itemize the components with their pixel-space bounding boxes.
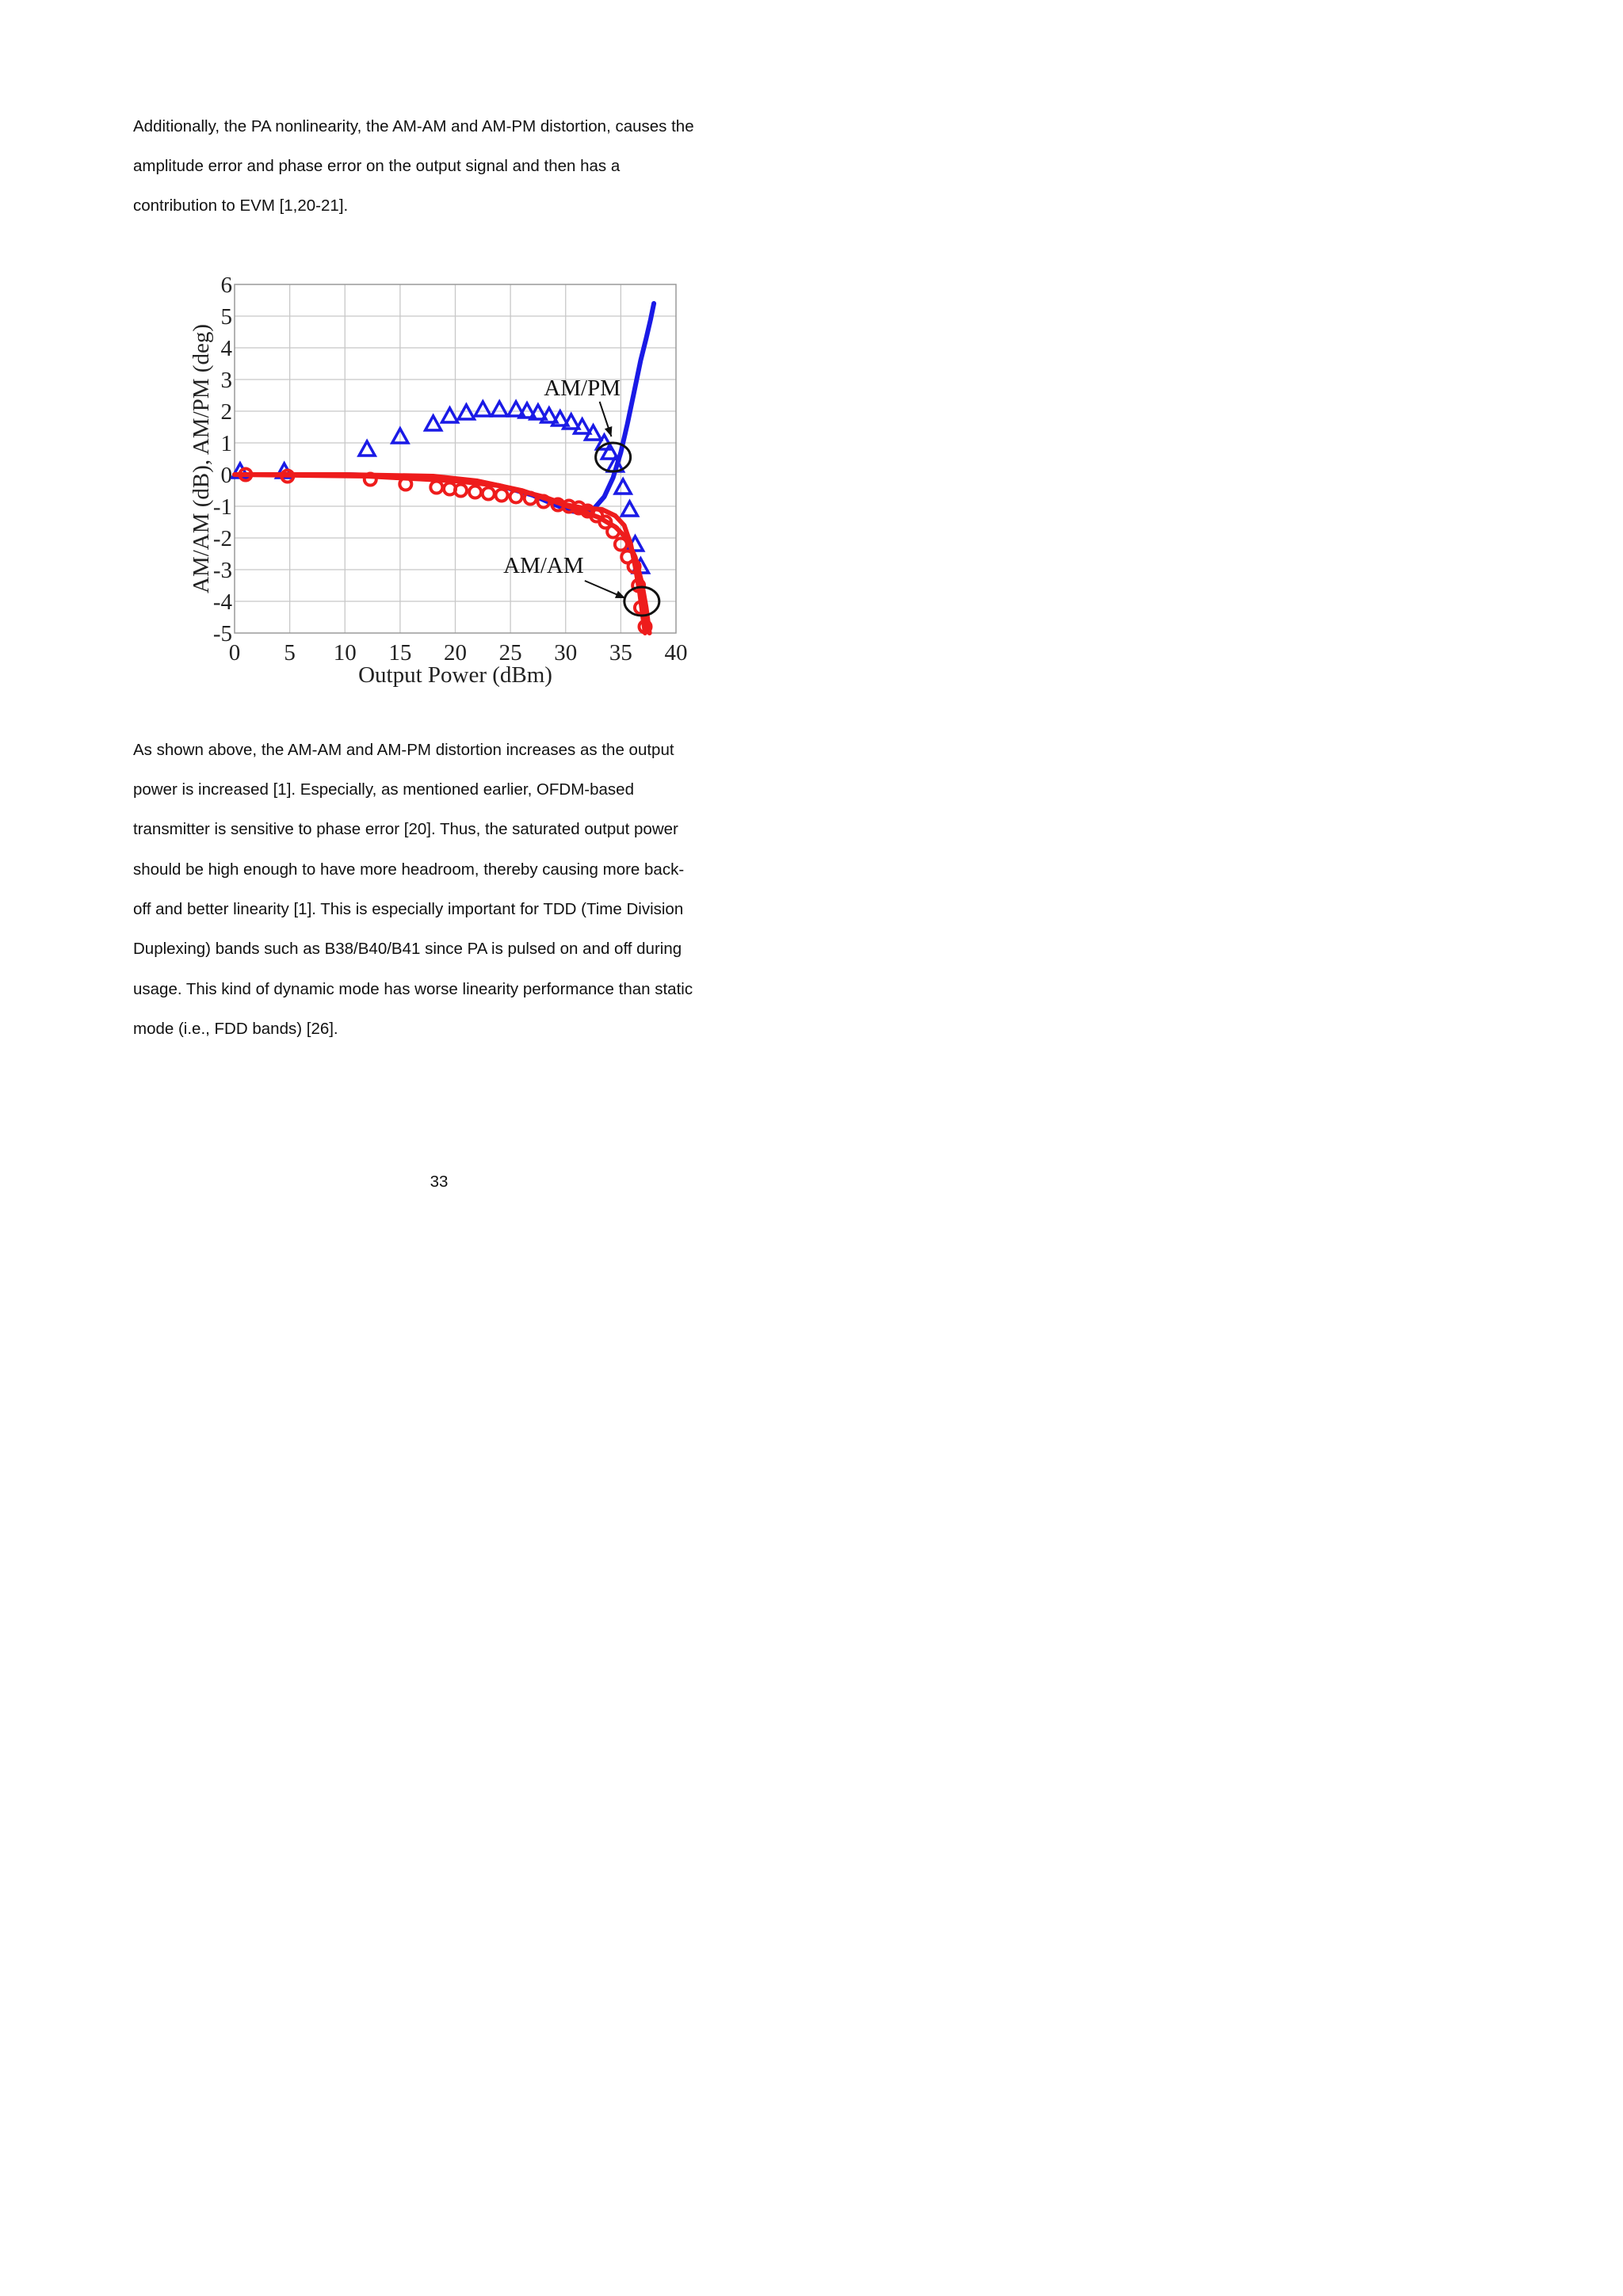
x-tick-label: 30	[554, 640, 578, 666]
page-number: 33	[430, 1173, 449, 1191]
y-tick-label: 5	[220, 304, 232, 330]
y-tick-label: 0	[220, 463, 232, 488]
am-pm-point	[458, 405, 474, 419]
y-tick-label: -1	[212, 494, 232, 520]
am-pm-point	[426, 416, 441, 430]
y-tick-label: 3	[220, 368, 232, 393]
am-am-model-line	[235, 475, 650, 633]
am-am-point	[430, 482, 442, 494]
paragraph-line: Duplexing) bands such as B38/B40/B41 since PA is pulsed on and off during	[133, 940, 682, 958]
am-pm-point	[491, 402, 507, 416]
paragraph-line: transmitter is sensitive to phase error [20]. Thus, the saturated output power	[133, 820, 678, 838]
am-am-point	[483, 488, 495, 500]
am-am-point	[495, 490, 507, 502]
x-tick-label: 10	[333, 640, 357, 666]
am-pm-point	[615, 479, 631, 494]
y-tick-label: 1	[220, 431, 232, 456]
am-pm-point	[575, 419, 590, 433]
y-tick-label: 2	[220, 399, 232, 425]
y-tick-label: -2	[212, 526, 232, 551]
paragraph-line: usage. This kind of dynamic mode has worse linearity performance than static	[133, 980, 693, 998]
y-tick-label: -3	[212, 558, 232, 583]
paragraph-line: mode (i.e., FDD bands) [26].	[133, 1020, 338, 1038]
paragraph-line: As shown above, the AM-AM and AM-PM distortion increases as the output	[133, 741, 674, 759]
y-tick-label: 6	[220, 273, 232, 298]
y-axis-title: AM/AM (dB), AM/PM (deg)	[189, 324, 214, 593]
paragraph-line: contribution to EVM [1,20-21].	[133, 196, 349, 215]
x-tick-label: 5	[284, 640, 296, 666]
am-pm-annotation-ellipse	[596, 443, 631, 471]
am-pm-point	[475, 402, 491, 416]
x-tick-label: 15	[388, 640, 412, 666]
y-tick-label: 4	[220, 336, 232, 361]
am-am-point	[469, 486, 481, 498]
am-pm-annotation-label: AM/PM	[544, 376, 621, 401]
y-tick-label: -5	[212, 621, 232, 646]
am-pm-point	[622, 502, 638, 516]
paragraph-line: power is increased [1]. Especially, as mentioned earlier, OFDM-based	[133, 780, 634, 799]
x-tick-label: 35	[609, 640, 632, 666]
x-tick-label: 0	[228, 640, 241, 666]
paragraph-line: should be high enough to have more headroom, thereby causing more back-	[133, 860, 685, 879]
paragraph-line: off and better linearity [1]. This is especially important for TDD (Time Division	[133, 900, 684, 918]
x-tick-label: 40	[664, 640, 688, 666]
am-am-annotation-label: AM/AM	[503, 553, 584, 578]
distortion-chart	[178, 261, 701, 693]
x-tick-label: 20	[444, 640, 467, 666]
am-pm-point	[359, 441, 375, 456]
x-axis-title: Output Power (dBm)	[358, 662, 552, 688]
x-tick-label: 25	[498, 640, 522, 666]
y-tick-label: -4	[212, 589, 232, 615]
paragraph-line: Additionally, the PA nonlinearity, the AM-AM and AM-PM distortion, causes the	[133, 117, 694, 135]
paragraph-line: amplitude error and phase error on the output signal and then has a	[133, 157, 621, 175]
am-am-annotation-arrow-head	[615, 591, 625, 598]
